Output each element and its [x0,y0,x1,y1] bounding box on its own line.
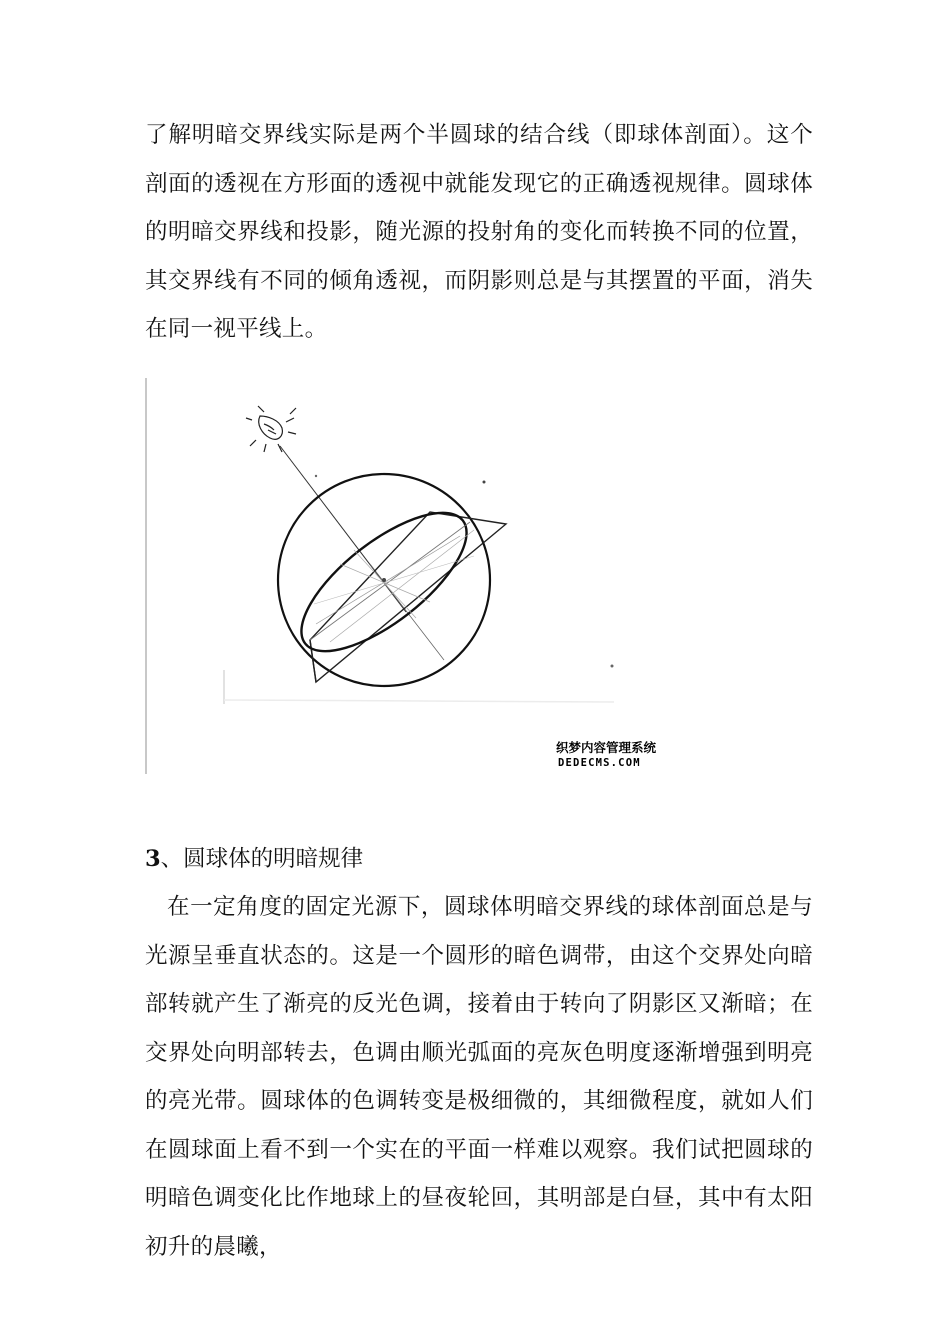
section-number: 3 [145,846,161,872]
light-source-icon [246,406,296,452]
light-ray [280,446,406,612]
section-heading [145,835,363,883]
light-ray [370,564,444,660]
watermark-text-en: DEDECMS.COM [558,757,641,769]
speck [483,481,486,484]
body-paragraph: 在一定角度的固定光源下，圆球体明暗交界线的球体剖面总是与光源呈垂直状态的。这是一个圆形的暗色调带，由这个交界处向暗部转就产生了渐亮的反光色调，接着由于转向了阴影区又渐暗；在交界处向明部转去，色调由顺光弧面的亮灰色明度逐渐增强到明亮的亮光带。圆球体的色调转变是极细微的，其细微程度，就如人们在圆球面上看不到一个实在的平面一样难以观察。我们试把圆球的明暗色调变化比作地球上的昼夜轮回，其明部是白昼，其中有太阳初升的晨曦， [145,894,813,1260]
speck [611,665,614,668]
construction-line [330,530,474,642]
watermark-logo [556,738,666,770]
section-title: 、圆球体的明暗规律 [160,846,364,872]
sphere-terminator-diagram [144,374,657,776]
center-point [382,578,386,582]
body-paragraph: 了解明暗交界线实际是两个半圆球的结合线（即球体剖面）。这个剖面的透视在方形面的透视中就能发现它的正确透视规律。圆球体的明暗交界线和投影，随光源的投射角的变化而转换不同的位置，其交界线有不同的倾角透视，而阴影则总是与其摆置的平面，消失在同一视平线上。 [145,122,813,342]
speck [315,475,317,477]
scan-edge [224,700,614,702]
watermark-text-cn: 织梦内容管理系统 [556,740,657,755]
perspective-plane [310,512,506,682]
